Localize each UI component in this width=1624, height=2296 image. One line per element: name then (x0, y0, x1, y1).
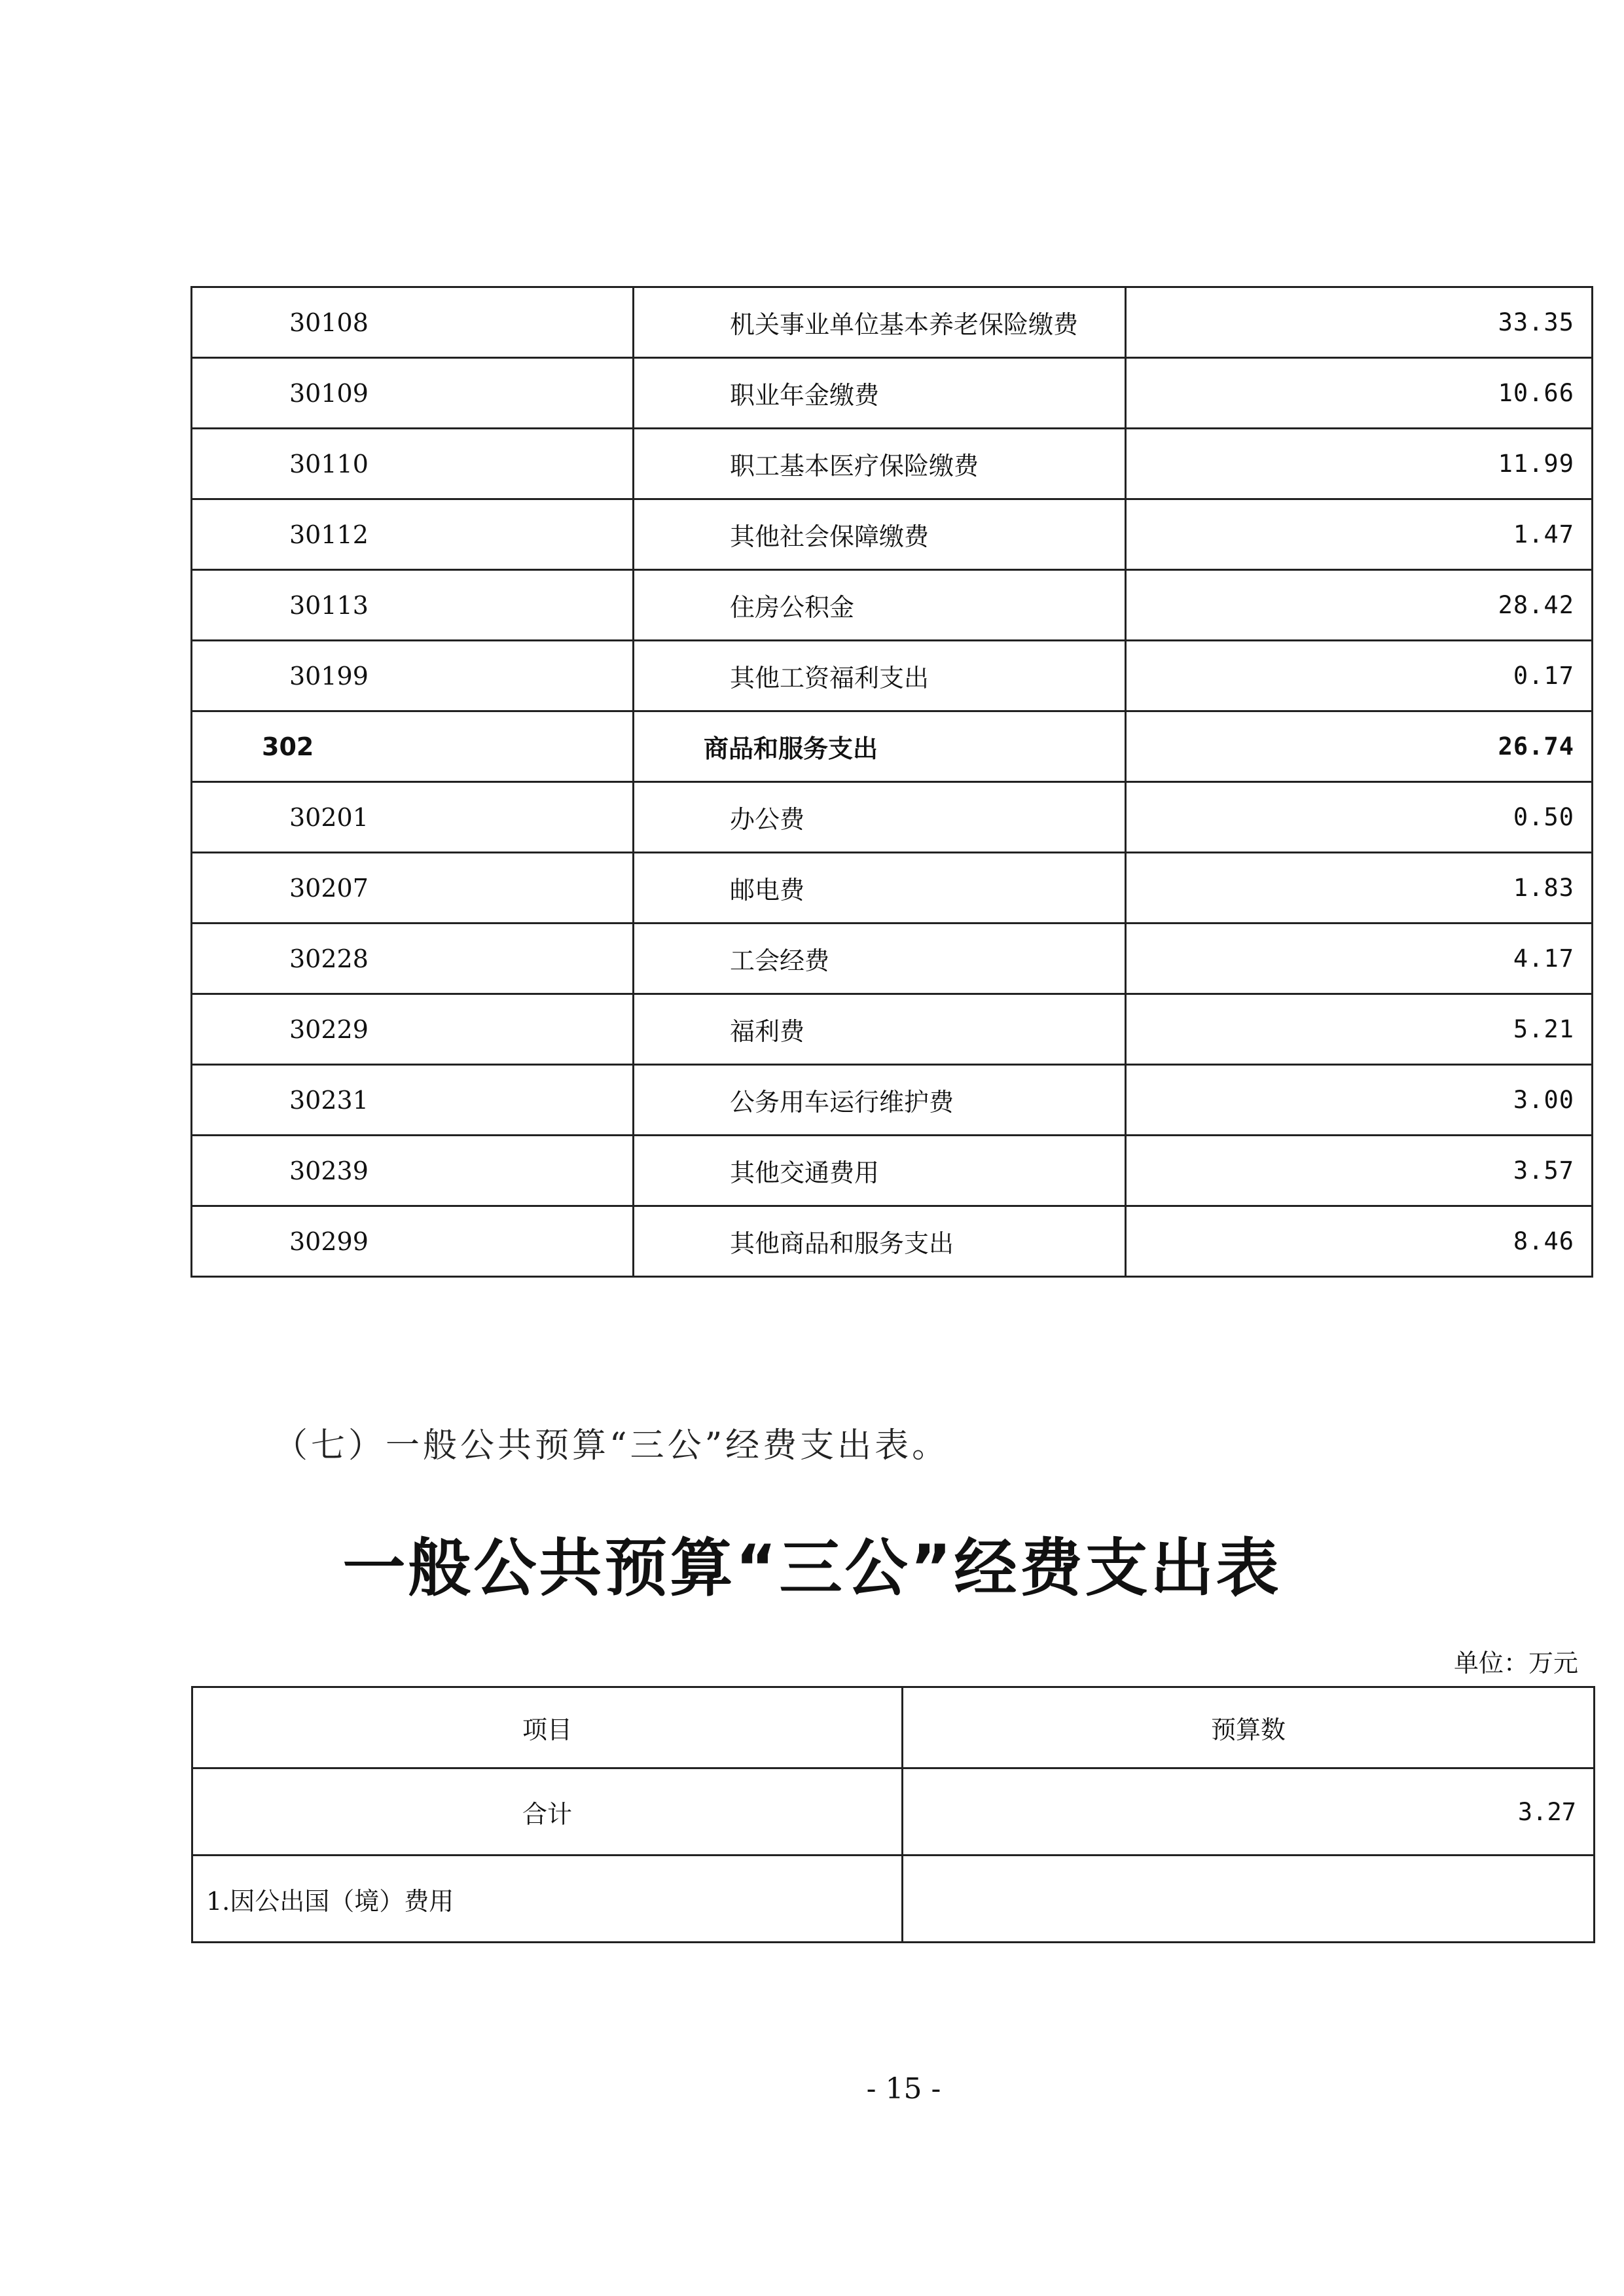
table-row (192, 499, 1593, 570)
economic-classification-table (190, 286, 1593, 1278)
unit-label: 单位：万元 (1453, 1649, 1578, 1677)
table-row (192, 1136, 1593, 1206)
name-cell: 机关事业单位基本养老保险缴费 (634, 287, 1126, 358)
economic-classification-table-body (192, 287, 1593, 1277)
name-cell: 公务用车运行维护费 (634, 1065, 1126, 1136)
total-row (192, 1768, 1595, 1856)
header-item: 项目 (192, 1687, 903, 1768)
value-cell: 26.74 (1126, 711, 1593, 782)
code-cell: 30201 (192, 782, 634, 853)
name-cell: 其他商品和服务支出 (634, 1206, 1126, 1277)
value-cell: 3.00 (1126, 1065, 1593, 1136)
name-cell: 福利费 (634, 994, 1126, 1065)
code-cell: 30239 (192, 1136, 634, 1206)
value-cell: 0.50 (1126, 782, 1593, 853)
item-label: 1.因公出国（境）费用 (192, 1856, 903, 1943)
code-cell: 30112 (192, 499, 634, 570)
table-row (192, 1206, 1593, 1277)
code-cell: 30299 (192, 1206, 634, 1277)
name-cell: 其他工资福利支出 (634, 641, 1126, 711)
table-row (192, 641, 1593, 711)
value-cell: 10.66 (1126, 358, 1593, 429)
code-cell: 30231 (192, 1065, 634, 1136)
table-row (192, 924, 1593, 994)
subtotal-row (192, 711, 1593, 782)
table-row (192, 782, 1593, 853)
code-cell: 302 (192, 711, 634, 782)
name-cell: 办公费 (634, 782, 1126, 853)
name-cell: 商品和服务支出 (634, 711, 1126, 782)
code-cell: 30110 (192, 429, 634, 499)
name-cell: 其他社会保障缴费 (634, 499, 1126, 570)
value-cell: 5.21 (1126, 994, 1593, 1065)
three-public-expenses-table (191, 1686, 1595, 1943)
code-cell: 30228 (192, 924, 634, 994)
value-cell: 1.47 (1126, 499, 1593, 570)
code-cell: 30108 (192, 287, 634, 358)
total-value: 3.27 (903, 1768, 1595, 1856)
table-row (192, 287, 1593, 358)
code-cell: 30199 (192, 641, 634, 711)
name-cell: 职工基本医疗保险缴费 (634, 429, 1126, 499)
section-heading: （七）一般公共预算“三公”经费支出表。 (274, 1426, 950, 1465)
value-cell: 1.83 (1126, 853, 1593, 924)
table-row (192, 853, 1593, 924)
value-cell: 11.99 (1126, 429, 1593, 499)
code-cell: 30229 (192, 994, 634, 1065)
value-cell: 8.46 (1126, 1206, 1593, 1277)
name-cell: 邮电费 (634, 853, 1126, 924)
page-number: - 15 - (866, 2072, 941, 2106)
table-row (192, 429, 1593, 499)
table-header-row (192, 1687, 1595, 1768)
item-value (903, 1856, 1595, 1943)
code-cell: 30207 (192, 853, 634, 924)
table-row (192, 358, 1593, 429)
value-cell: 0.17 (1126, 641, 1593, 711)
code-cell: 30113 (192, 570, 634, 641)
document-title: 一般公共预算“三公”经费支出表 (342, 1532, 1282, 1605)
table-row (192, 994, 1593, 1065)
value-cell: 33.35 (1126, 287, 1593, 358)
table-row (192, 1856, 1595, 1943)
header-budget: 预算数 (903, 1687, 1595, 1768)
total-label: 合计 (192, 1768, 903, 1856)
name-cell: 工会经费 (634, 924, 1126, 994)
table-row (192, 570, 1593, 641)
table-row (192, 1065, 1593, 1136)
name-cell: 住房公积金 (634, 570, 1126, 641)
name-cell: 其他交通费用 (634, 1136, 1126, 1206)
value-cell: 4.17 (1126, 924, 1593, 994)
name-cell: 职业年金缴费 (634, 358, 1126, 429)
value-cell: 28.42 (1126, 570, 1593, 641)
value-cell: 3.57 (1126, 1136, 1593, 1206)
code-cell: 30109 (192, 358, 634, 429)
